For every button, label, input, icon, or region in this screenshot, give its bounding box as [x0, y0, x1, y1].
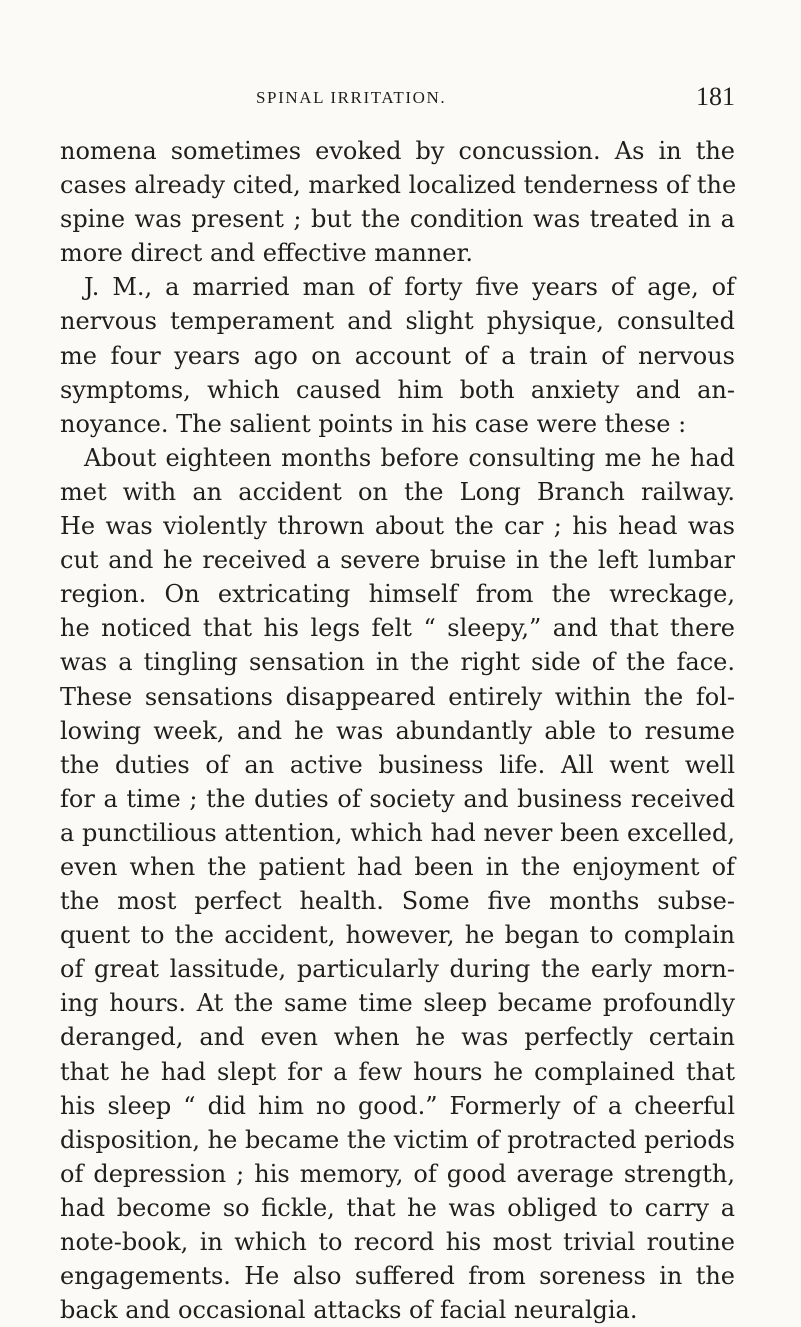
page-number: 181: [696, 82, 735, 111]
text-line: nervous temperament and slight physique, consulted: [60, 307, 735, 336]
text-line: he noticed that his legs felt “ sleepy,” and that there: [60, 614, 735, 643]
text-line: noyance. The salient points in his case were these :: [60, 409, 687, 438]
text-line: the duties of an active business life. All went well: [60, 750, 735, 779]
text-line: nomena sometimes evoked by concussion. As in the: [60, 137, 735, 165]
text-line: even when the patient had been in the enjoyment of: [60, 852, 735, 881]
text-line: that he had slept for a few hours he complained that: [60, 1057, 735, 1086]
text-line: of depression ; his memory, of good average strength,: [60, 1159, 735, 1188]
text-line: quent to the accident, however, he began to complain: [60, 921, 735, 950]
text-line: J. M., a married man of forty five years of age, of: [84, 273, 735, 302]
text-line: engagements. He also suffered from soreness in the: [60, 1262, 735, 1291]
text-line: was a tingling sensation in the right side of the face.: [60, 648, 735, 677]
text-line: for a time ; the duties of society and business received: [60, 784, 735, 813]
text-line: had become so fickle, that he was obliged to carry a: [60, 1193, 735, 1222]
text-line: more direct and effective manner.: [60, 239, 473, 268]
text-line: met with an accident on the Long Branch railway.: [60, 477, 735, 506]
text-line: symptoms, which caused him both anxiety and an-: [60, 375, 735, 404]
text-line: cases already cited, marked localized tenderness of the: [60, 171, 737, 200]
running-title: SPINAL IRRITATION.: [256, 88, 447, 107]
text-line: cut and he received a severe bruise in the left lumbar: [60, 546, 735, 575]
text-line: spine was present ; but the condition was treated in a: [60, 205, 735, 234]
text-line: About eighteen months before consulting me he had: [84, 443, 735, 472]
text-line: lowing week, and he was abundantly able to resume: [60, 716, 735, 745]
text-line: his sleep “ did him no good.” Formerly of a cheerful: [60, 1091, 735, 1120]
text-line: deranged, and even when he was perfectly certain: [60, 1023, 735, 1052]
body-text: [60, 134, 735, 1327]
text-line: me four years ago on account of a train of nervous: [60, 341, 735, 370]
text-line: note-book, in which to record his most trivial routine: [60, 1228, 735, 1256]
text-line: These sensations disappeared entirely within the fol-: [60, 682, 735, 711]
text-line: a punctilious attention, which had never been excelled,: [60, 818, 735, 847]
text-line: region. On extricating himself from the wreckage,: [60, 580, 735, 609]
text-line: of great lassitude, particularly during the early morn-: [60, 955, 735, 984]
running-head: [60, 82, 735, 118]
text-line: the most perfect health. Some five months subse-: [60, 887, 735, 916]
text-line: disposition, he became the victim of protracted periods: [60, 1125, 735, 1154]
text-line: back and occasional attacks of facial neuralgia.: [60, 1296, 638, 1325]
text-line: He was violently thrown about the car ; his head was: [60, 512, 735, 541]
text-line: ing hours. At the same time sleep became profoundly: [60, 989, 735, 1018]
